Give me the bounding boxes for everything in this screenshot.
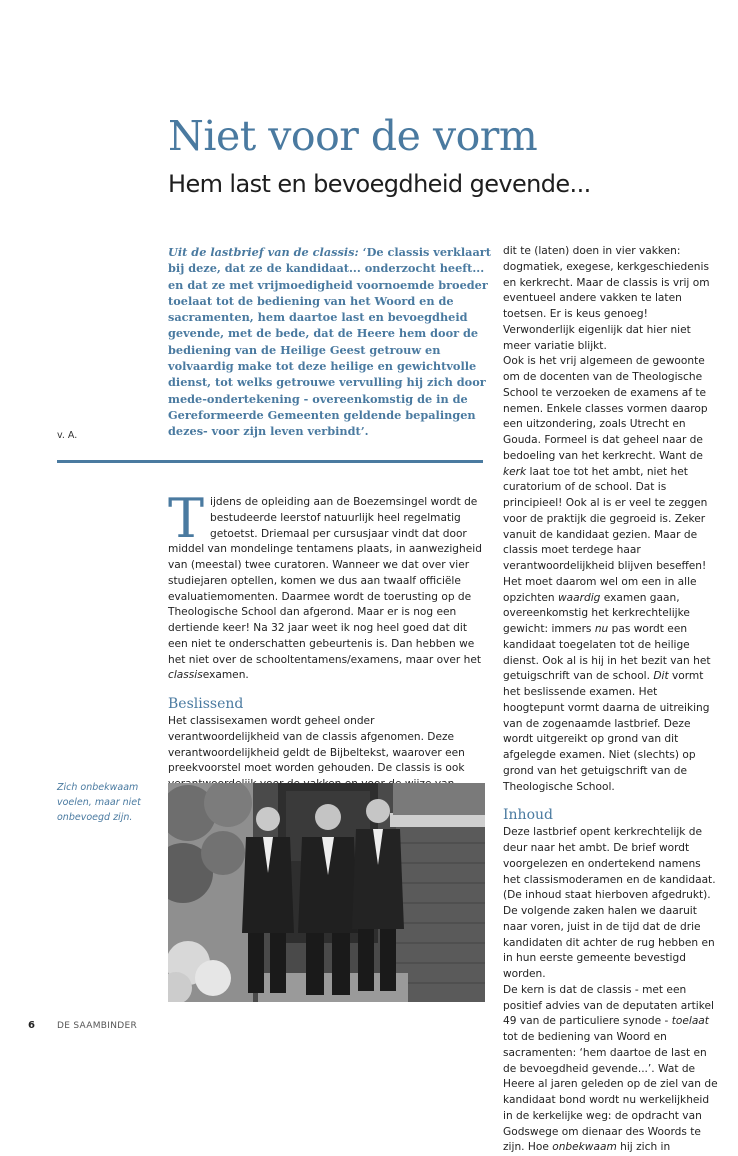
- author: v. A.: [57, 430, 78, 441]
- body-column-1: [168, 487, 484, 824]
- paragraph-3: dit te (laten) doen in vier vakken: dogmatiek, exegese, kerkgeschiedenis en kerkrecht. Maar de classis is vrij om eventueel andere vakken te laten toetsen. Er is keus genoeg! Verwonderlijk eigenlijk dat hier niet meer variatie blijkt.: [503, 245, 710, 352]
- article-subtitle: Hem last en bevoegdheid gevende...: [168, 170, 591, 198]
- paragraph-2: Het classisexamen wordt geheel onder verantwoordelijkheid van de classis afgenomen. Deze verantwoordelijkheid geldt de Bijbeltekst, waarover een preekvoorstel moet worden gehouden. De classis is ook: [168, 715, 465, 775]
- divider-rule: [57, 460, 483, 463]
- page-number: 6: [28, 1020, 35, 1031]
- body-column-2: [503, 244, 718, 1156]
- drop-cap: T: [168, 487, 205, 550]
- paragraph-5: Deze lastbrief opent kerkrechtelijk de deur naar het ambt. De brief wordt voorgelezen en ondertekend namens het classismoderamen en de kandidaat. (De inhoud staat hierboven afgedrukt). De volgende zaken halen we daaruit naar voren, juist in de tijd dat de drie kandidaten dit achter de rug hebben en in hun eerste gemeente bevestigd worden.: [503, 826, 716, 980]
- heading-inhoud: Inhoud: [503, 807, 553, 824]
- heading-beslissend: Beslissend: [168, 696, 244, 712]
- publication-name: DE SAAMBINDER: [57, 1021, 138, 1031]
- paragraph-1: Tijdens de opleiding aan de Boezemsingel wordt de bestudeerde leerstof natuurlijk heel regelmatig getoetst. Driemaal per cursusjaar vindt dat door middel van mondelinge tentamens plaats, in aanwezigheid van (meestal) twee curatoren. Wanneer we dat over vier studiejaren optellen, komen we dus aan twaalf officiële evaluatiemomenten. Daarmee wordt de toerusting op de Theologische School dan afgerond. Maar er is nog een dertiende keer! Na 32 jaar weet ik nog heel goed dat dit een niet te onderschatten gebeurtenis is. Dan hebben we het niet over de schooltentamens/examens, maar over het classisexamen.: [168, 487, 482, 682]
- photo-caption: Zich onbekwaam voelen, maar niet onbevoegd zijn.: [57, 782, 141, 823]
- paragraph-6: De kern is dat de classis - met een positief advies van de deputaten artikel 49 van de particuliere synode - toelaat tot de bediening van Woord en sacramenten: ‘hem daartoe de last en de bevoegdheid gevende...’. Wat de Heere al jaren geleden op de ziel van de kandidaat bond wordt nu werkelijkheid in de kerkelijke weg: de opdracht van Godswege om dienaar des Woords te zijn. Hoe onbekwaam hij zich in: [503, 983, 718, 1154]
- intro-quote: [168, 244, 493, 440]
- paragraph-4: Ook is het vrij algemeen de gewoonte om de docenten van de Theologische School te verzoeken de examens af te nemen. Enkele classes vormen daarop een uitzondering, zoals Utrecht en Gouda. Formeel is dat geheel naar de bedoeling van het kerkrecht. Want de kerk laat toe tot het ambt, niet het curatorium of de school. Dat is principieel! Ook al is er veel te zeggen voor de praktijk die gegroeid is. Zeker vanuit de kandidaat gezien. Maar de classis moet terdege haar verantwoordelijkheid blijven beseffen! Het moet daarom wel om een in alle opzichten waardig examen gaan, overeenkomstig het kerkrechtelijke gewicht: immers nu pas wordt een kandidaat toegelaten tot de heilige dienst. Ook al is hij in het bezit van het getuigschrift van de school. Dit vormt het beslissende examen. Het hoogtepunt vormt daarna de uitreiking van de zogenaamde lastbrief. Deze wordt uitgereikt op grond van dit afgelegde examen. Niet (slechts) op grond van het getuigschrift van de Theologische School.: [503, 355, 711, 793]
- article-title: Niet voor de vorm: [168, 112, 538, 160]
- intro-lead: Uit de lastbrief van de classis:: [168, 245, 359, 259]
- photo-three-men: [168, 783, 485, 1002]
- intro-text: ‘De classis verklaart bij deze, dat ze de kandidaat... onderzocht heeft... en dat ze met vrijmoedigheid voornoemde broeder toelaat tot de bediening van het Woord en de sacramenten, hem daartoe last en bevoegdheid gevende, met de bede, dat de Heere hem door de bediening van de Heilige Geest getrouw en volvaardig make tot deze heilige en gewichtvolle dienst, tot welks getrouwe vervulling hij zich door mede-ondertekening - overeenkomstig de in de Gereformeerde Gemeenten geldende bepalingen dezes- voor zijn leven verbindt’.: [168, 245, 491, 439]
